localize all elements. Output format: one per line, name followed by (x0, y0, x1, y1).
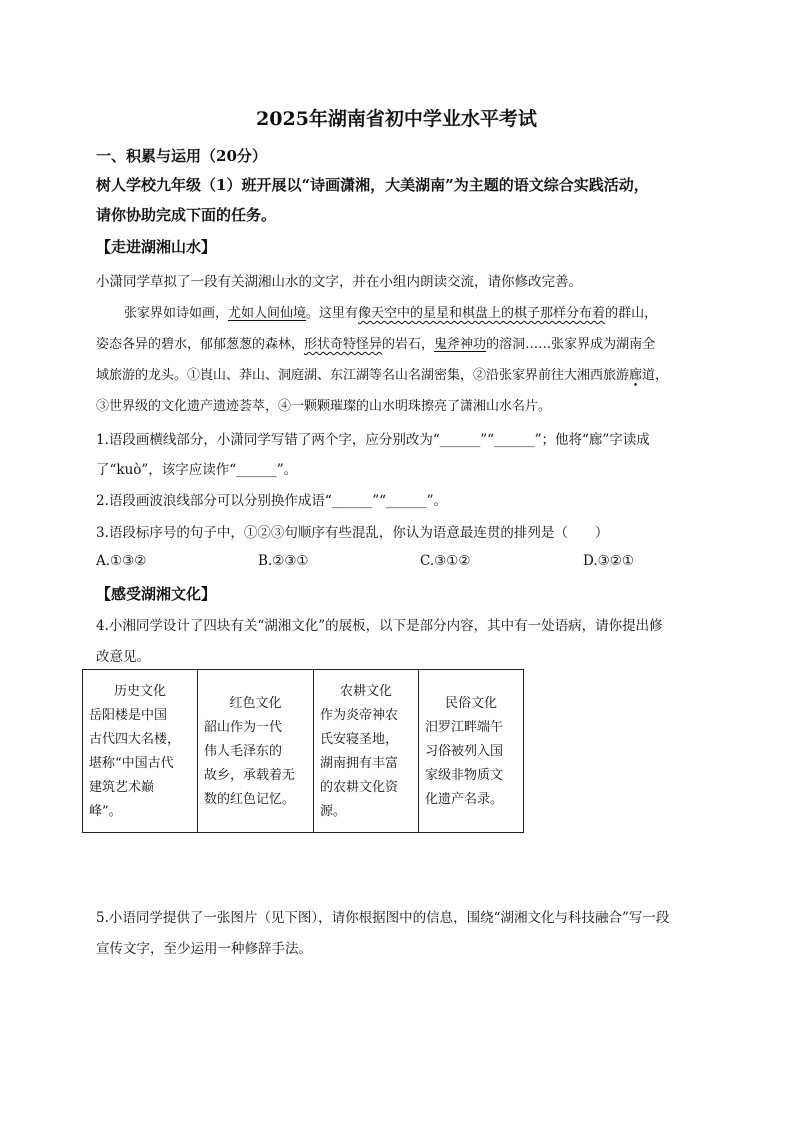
question-4-line1: 4.小湘同学设计了四块有关“湖湘文化”的展板，以下是部分内容，其中有一处语病，请你提出修 (96, 618, 663, 634)
question-4-line2: 改意见。 (96, 649, 150, 665)
passage-text: 的群山， (605, 306, 658, 321)
board-title: 历史文化 (113, 684, 166, 699)
dotted-character: 廊 (629, 368, 643, 383)
passage-text: 的岩石， (382, 337, 435, 352)
board-line: 习俗被列入国 (425, 744, 504, 759)
passage-line-4: ③世界级的文化遗产遗迹荟萃，④一颗颗璀璨的山水明珠擦亮了潇湘山水名片。 (96, 399, 552, 414)
question-1-line1: 1.语段画横线部分，小潇同学写错了两个字，应分别改为“______”“______”；他将“廊”字读成 (96, 432, 650, 448)
board-line: 汨罗江畔端午 (425, 720, 504, 735)
board-line: 的农耕文化资 (320, 780, 399, 795)
board-line: 岳阳楼是中国 (89, 708, 168, 723)
passage-text: 域旅游的龙头。①崀山、莽山、洞庭湖、东江湖等名山名湖密集，②沿张家界前往大湘西旅游 (96, 368, 630, 383)
passage-line-2 (96, 333, 655, 352)
underlined-phrase: 鬼斧神功 (434, 337, 487, 352)
board-farming (314, 670, 419, 833)
board-line: 故乡，承载着无 (204, 768, 296, 783)
question-2: 2.语段画波浪线部分可以分别换作成语“______”“______”。 (96, 493, 447, 509)
underlined-phrase: 尤如人间仙境 (228, 306, 307, 321)
wavy-underlined-phrase: 像天空中的星星和棋盘上的棋子那样分布着 (358, 306, 606, 321)
board-line: 数的红色记忆。 (204, 792, 296, 807)
culture-boards-table (82, 669, 524, 833)
board-line: 湖南拥有丰富 (320, 756, 399, 771)
board-title: 农耕文化 (339, 684, 392, 699)
board-line: 化遗产名录。 (425, 792, 504, 807)
board-line: 作为炎帝神农 (320, 708, 399, 723)
board-line: 堪称“中国古代 (89, 756, 174, 771)
passage-text: 姿态各异的碧水，郁郁葱葱的森林， (96, 337, 305, 352)
passage-text: 张家界如诗如画， (124, 306, 229, 321)
section-intro-line2: 请你协助完成下面的任务。 (96, 206, 277, 224)
option-a: A.①③② (96, 553, 147, 569)
question-3: 3.语段标序号的句子中，①②③句顺序有些混乱，你认为语意最连贯的排列是（ ） (96, 525, 609, 541)
board-line: 峰”。 (89, 804, 122, 819)
section-heading: 一、积累与运用（20分） (96, 147, 267, 165)
option-d: D.③②① (583, 553, 634, 569)
board-line: 氏安寝圣地， (320, 732, 399, 747)
option-c: C.③①② (420, 553, 471, 569)
passage-text: 的溶洞……张家界成为湖南全 (486, 337, 656, 352)
question-5-line1: 5.小语同学提供了一张图片（见下图），请你根据图中的信息，围绕“湖湘文化与科技融合”写一段 (96, 910, 670, 926)
board-title: 红色文化 (229, 696, 282, 711)
part1-description: 小潇同学草拟了一段有关湖湘山水的文字，并在小组内朗读交流，请你修改完善。 (96, 274, 582, 290)
board-history (83, 670, 198, 833)
board-line: 古代四大名楼， (89, 732, 181, 747)
board-line: 源。 (320, 804, 347, 819)
passage-line-3 (96, 364, 668, 383)
question-1-line2: 了“kuò”，该字应读作“______”。 (96, 462, 298, 478)
board-line: 建筑艺术巅 (89, 780, 155, 795)
passage-text: 道， (642, 368, 669, 383)
board-line: 家级非物质文 (425, 768, 504, 783)
board-title: 民俗文化 (444, 696, 497, 711)
wavy-underlined-phrase: 形状奇特怪异 (304, 337, 383, 352)
passage-text: 。这里有 (306, 306, 359, 321)
board-folk (419, 670, 524, 833)
part2-heading: 【感受湖湘文化】 (96, 585, 217, 603)
passage-line-1 (124, 302, 657, 321)
section-intro-line1: 树人学校九年级（1）班开展以“诗画潇湘，大美湖南”为主题的语文综合实践活动， (96, 176, 649, 194)
board-line: 伟人毛泽东的 (204, 744, 283, 759)
board-red (198, 670, 314, 833)
page-title: 2025年湖南省初中学业水平考试 (256, 108, 537, 130)
question-5-line2: 宣传文字，至少运用一种修辞手法。 (96, 941, 312, 957)
board-line: 韶山作为一代 (204, 720, 283, 735)
part1-heading: 【走进湖湘山水】 (96, 238, 217, 256)
option-b: B.②③① (258, 553, 309, 569)
